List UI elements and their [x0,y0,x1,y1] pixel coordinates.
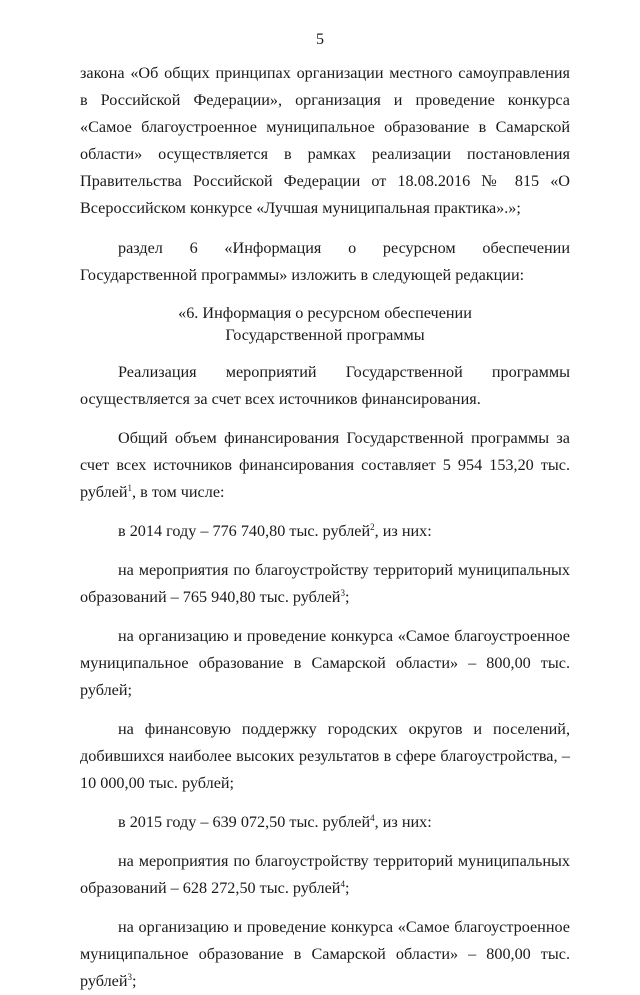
paragraph-section6-instruction: раздел 6 «Информация о ресурсном обеспечении Государственной программы» изложить в следующей редакции: [80,239,570,284]
paragraph-year-2014: в 2014 году – 776 740,80 тыс. рублей$^2$, из них: [118,522,432,540]
footnote-ref-3b: 3 [127,972,133,982]
footnote-ref-4b: 4 [340,879,345,889]
paragraph-law-reference: закона «Об общих принципах организации местного самоуправления в Российской Федерации», организация и проведение конкурса «Самое благоустроенное муниципальное образование в Самарской области» осуществляется в рамках реализации постановления Правительства Российской Федерации от 18.08.2016 № 815 «О Всероссийском конкурсе «Лучшая муниципальная практика».»; [80,64,570,217]
footnote-ref-1: 1 [127,483,133,493]
paragraph-implementation: Реализация мероприятий Государственной программы осуществляется за счет всех источников финансирования. [80,363,570,408]
section-heading [80,302,570,346]
paragraph-2014-improvement: на мероприятия по благоустройству территорий муниципальных образований – 765 940,80 тыс. рублей$^3$; [80,561,570,606]
footnote-ref-4: 4 [370,813,375,823]
paragraph-2014-financial-support: на финансовую поддержку городских округов и поселений, добившихся наиболее высоких результатов в сфере благоустройства, – 10 000,00 тыс. рублей; [80,720,570,792]
document-body [80,60,570,995]
paragraph-total-financing: Общий объем финансирования Государственной программы за счет всех источников финансирования составляет 5 954 153,20 тыс. рублей$^1$, в том числе: [80,429,570,501]
paragraph-2015-contest: на организацию и проведение конкурса «Самое благоустроенное муниципальное образование в Самарской области» – 800,00 тыс. рублей$^3$; [80,918,570,990]
section-heading-line1: «6. Информация о ресурсном обеспечении [178,304,472,322]
footnote-ref-2: 2 [370,522,375,532]
footnote-ref-3: 3 [340,588,345,598]
paragraph-year-2015: в 2015 году – 639 072,50 тыс. рублей$^4$, из них: [118,813,432,831]
paragraph-2014-contest: на организацию и проведение конкурса «Самое благоустроенное муниципальное образование в Самарской области» – 800,00 тыс. рублей; [80,627,570,699]
section-heading-line2: Государственной программы [225,326,425,344]
page-number: 5 [316,31,324,48]
paragraph-2015-improvement: на мероприятия по благоустройству территорий муниципальных образований – 628 272,50 тыс. рублей$^4$; [80,852,570,897]
